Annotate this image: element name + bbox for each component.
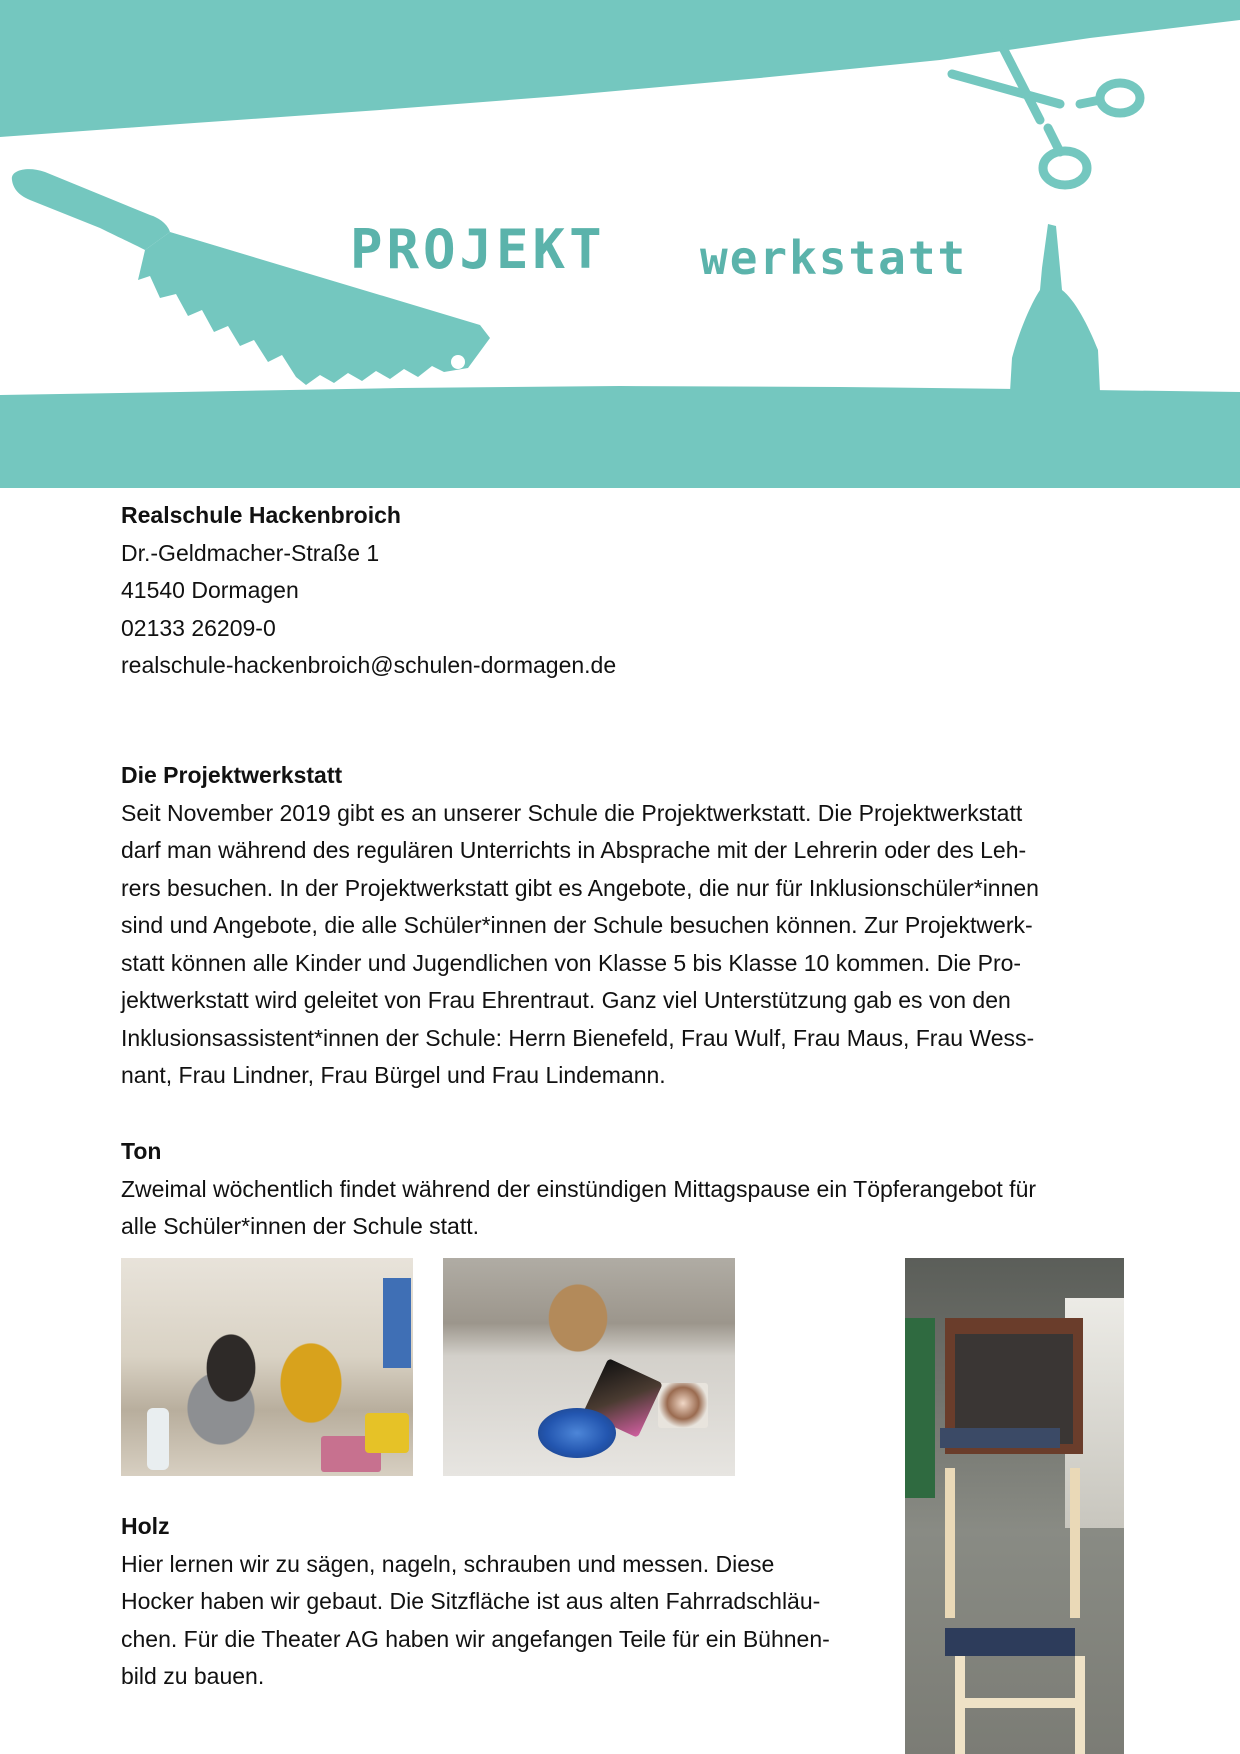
section-projektwerkstatt xyxy=(121,757,1121,1095)
glue-bottle-icon xyxy=(1010,224,1100,392)
photo-detail xyxy=(658,1383,708,1428)
photo-detail xyxy=(905,1318,935,1498)
header-title-werkstatt: werkstatt xyxy=(700,231,968,285)
section-heading: Die Projektwerkstatt xyxy=(121,762,343,788)
photo-detail xyxy=(945,1468,1080,1618)
body-line: nant, Frau Lindner, Frau Bürgel und Frau Lindemann. xyxy=(121,1062,666,1088)
school-name: Realschule Hackenbroich xyxy=(121,502,401,528)
address-street: Dr.-Geldmacher-Straße 1 xyxy=(121,539,380,566)
photo-detail xyxy=(365,1413,409,1453)
section-body xyxy=(121,1546,897,1696)
body-line: Seit November 2019 gibt es an unserer Schule die Projektwerkstatt. Die Projektwerkstatt xyxy=(121,799,1023,826)
body-line: bild zu bauen. xyxy=(121,1663,265,1689)
body-line: statt können alle Kinder und Jugendlichen von Klasse 5 bis Klasse 10 kommen. Die Pro- xyxy=(121,949,1022,976)
section-holz xyxy=(121,1508,901,1696)
body-line: Hocker haben wir gebaut. Die Sitzfläche ist aus alten Fahrradschläu- xyxy=(121,1588,821,1614)
body-line: alle Schüler*innen der Schule statt. xyxy=(121,1213,479,1239)
photo-detail xyxy=(945,1628,1075,1656)
body-line: Hier lernen wir zu sägen, nageln, schrauben und messen. Diese xyxy=(121,1550,775,1577)
bottom-banner-shape xyxy=(0,386,1240,488)
photo-detail xyxy=(955,1698,1085,1708)
photo-stacked-stools xyxy=(905,1258,1124,1754)
photo-detail xyxy=(147,1408,169,1470)
body-line: jektwerkstatt wird geleitet von Frau Ehrentraut. Ganz viel Unterstützung gab es von den xyxy=(121,987,1011,1013)
photo-detail xyxy=(383,1278,411,1368)
photo-detail xyxy=(940,1428,1060,1448)
section-ton xyxy=(121,1133,1121,1246)
address-city: 41540 Dormagen xyxy=(121,577,299,603)
body-line: Inklusionsassistent*innen der Schule: Herrn Bienefeld, Frau Wulf, Frau Maus, Frau Wess- xyxy=(121,1024,1035,1051)
body-line: chen. Für die Theater AG haben wir angefangen Teile für ein Bühnen- xyxy=(121,1625,830,1652)
photo-pottery-painting xyxy=(443,1258,735,1476)
section-body xyxy=(121,795,1117,1095)
body-line: rers besuchen. In der Projektwerkstatt gibt es Angebote, die nur für Inklusionschüler*innen xyxy=(121,874,1039,901)
header-title-projekt: PROJEKT xyxy=(350,218,606,281)
top-banner-shape xyxy=(0,0,1240,137)
scissors-icon xyxy=(952,42,1140,185)
address-email[interactable]: realschule-hackenbroich@schulen-dormagen.de xyxy=(121,652,617,678)
body-line: sind und Angebote, die alle Schüler*innen der Schule besuchen können. Zur Projektwerk- xyxy=(121,912,1033,938)
photo-pottery-students xyxy=(121,1258,413,1476)
section-heading: Holz xyxy=(121,1513,170,1539)
body-line: darf man während des regulären Unterrichts in Absprache mit der Lehrerin oder des Leh- xyxy=(121,837,1027,863)
address-phone: 02133 26209-0 xyxy=(121,614,276,641)
section-heading: Ton xyxy=(121,1138,162,1164)
body-line: Zweimal wöchentlich findet während der einstündigen Mittagspause ein Töpferangebot für xyxy=(121,1175,1037,1202)
address-block xyxy=(121,497,1121,685)
header-banner xyxy=(0,0,1240,488)
photo-detail xyxy=(538,1408,616,1458)
